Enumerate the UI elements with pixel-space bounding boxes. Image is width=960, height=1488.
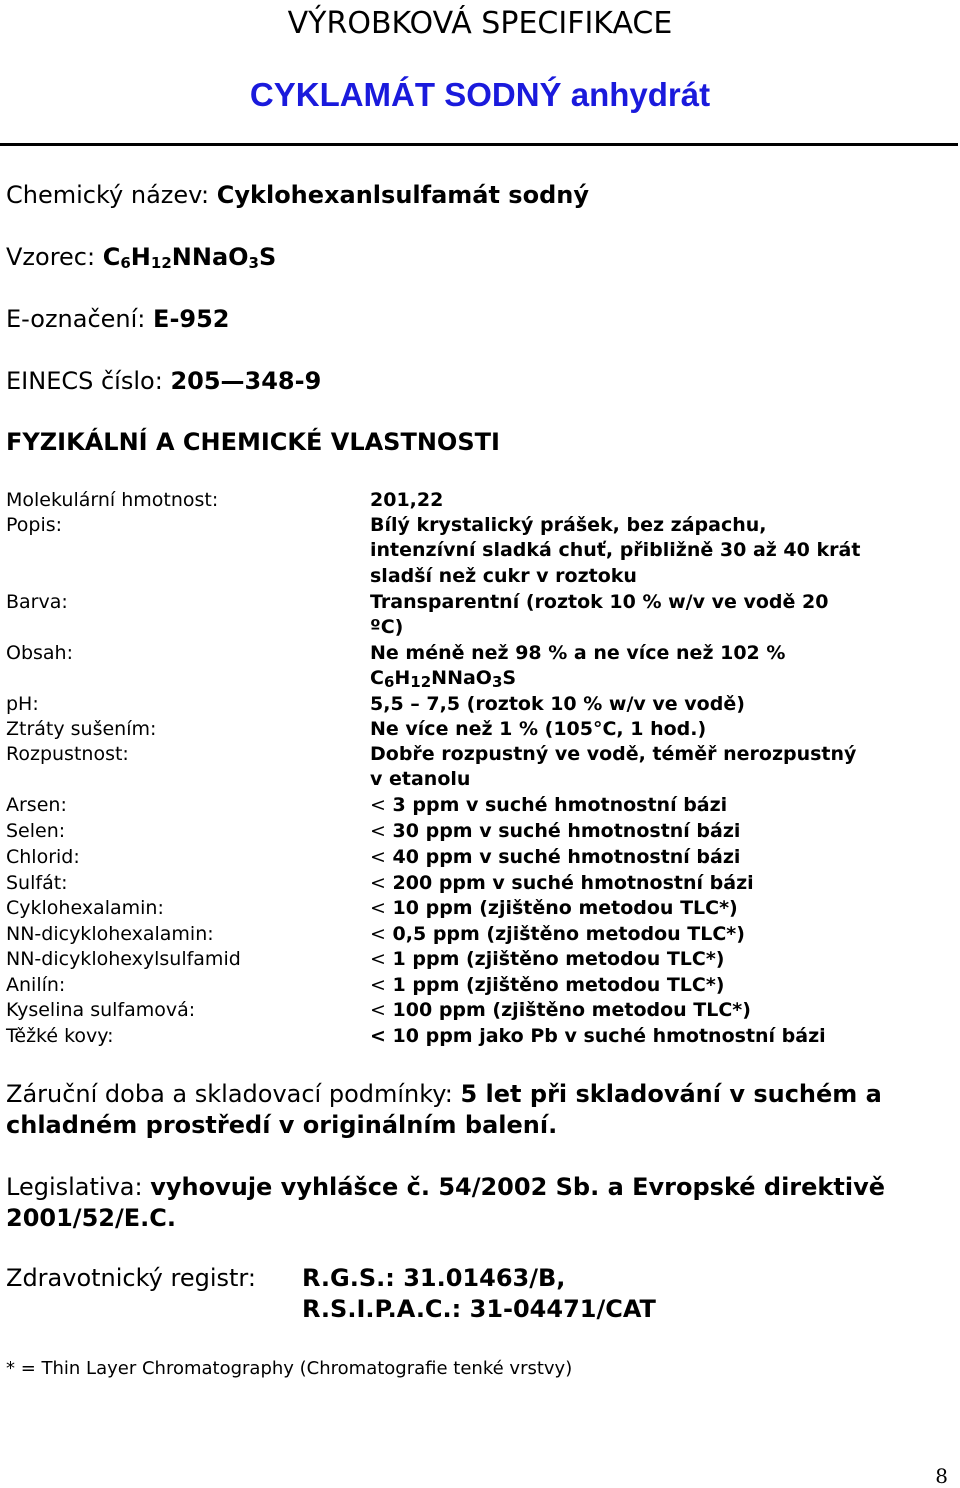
e-code-value: E-952 <box>153 305 230 333</box>
shelf-life-value-2: chladném prostředí v originálním balení. <box>6 1111 558 1139</box>
solubility-label: Rozpustnost: <box>6 743 129 765</box>
shelf-life-value-1: 5 let při skladování v suchém a <box>460 1080 882 1108</box>
chemical-name-value: Cyklohexanlsulfamát sodný <box>216 181 589 209</box>
e-code-row <box>6 305 230 333</box>
footnote: * = Thin Layer Chromatography (Chromatografie tenké vrstvy) <box>6 1358 573 1379</box>
chlorid-label: Chlorid: <box>6 846 80 868</box>
health-register-value-2: R.S.I.P.A.C.: 31-04471/CAT <box>302 1295 656 1323</box>
molar-mass-label: Molekulární hmotnost: <box>6 489 219 511</box>
drying-loss-value: Ne více než 1 % (105°C, 1 hod.) <box>370 718 707 740</box>
formula-label: Vzorec: <box>6 243 96 271</box>
header-divider <box>0 143 958 146</box>
arsen-label: Arsen: <box>6 794 67 816</box>
formula-row <box>6 243 276 271</box>
document-type: VÝROBKOVÁ SPECIFIKACE <box>287 6 673 41</box>
einecs-row <box>6 367 321 395</box>
color-label: Barva: <box>6 591 68 613</box>
chemical-name-label: Chemický název: <box>6 181 210 209</box>
content-formula: $C_6H_{12}NNaO_3S$ <box>370 667 517 691</box>
dicyklohexalamin-label: NN-dicyklohexalamin: <box>6 923 214 945</box>
anilin-label: Anilín: <box>6 974 66 996</box>
sulfamic-acid-label: Kyselina sulfamová: <box>6 999 196 1021</box>
anilin-value: < 1 ppm (zjištěno metodou TLC*) <box>370 974 725 996</box>
molar-mass-value: 201,22 <box>370 489 444 511</box>
heavy-metals-label: Těžké kovy: <box>6 1025 114 1047</box>
health-register-value-1: R.G.S.: 31.01463/B, <box>302 1264 566 1292</box>
shelf-life-row <box>6 1080 882 1108</box>
sulfat-label: Sulfát: <box>6 872 68 894</box>
solubility-line-2: v etanolu <box>370 768 471 790</box>
legislation-label: Legislativa: <box>6 1173 143 1201</box>
chlorid-value: < 40 ppm v suché hmotnostní bázi <box>370 846 741 868</box>
color-line-1: Transparentní (roztok 10 % w/v ve vodě 20 <box>370 591 829 613</box>
ph-label: pH: <box>6 693 39 715</box>
solubility-line-1: Dobře rozpustný ve vodě, téměř nerozpustný <box>370 743 857 765</box>
selen-label: Selen: <box>6 820 66 842</box>
content-line-1: Ne méně než 98 % a ne více než 102 % <box>370 642 786 664</box>
ph-value: 5,5 – 7,5 (roztok 10 % w/v ve vodě) <box>370 693 745 715</box>
einecs-label: EINECS číslo: <box>6 367 163 395</box>
health-register-label: Zdravotnický registr: <box>6 1264 256 1292</box>
section-title: FYZIKÁLNÍ A CHEMICKÉ VLASTNOSTI <box>6 428 500 456</box>
dicyklohexylsulfamid-label: NN-dicyklohexylsulfamid <box>6 948 241 970</box>
description-line-2: intenzívní sladká chuť, přibližně 30 až 40 krát <box>370 539 861 561</box>
formula-value: $C_6H_{12}NNaO_3S$ <box>102 243 277 272</box>
drying-loss-label: Ztráty sušením: <box>6 718 157 740</box>
color-line-2: ºC) <box>370 616 404 638</box>
product-title: CYKLAMÁT SODNÝ anhydrát <box>249 76 711 113</box>
legislation-value-2: 2001/52/E.C. <box>6 1204 176 1232</box>
dicyklohexalamin-value: < 0,5 ppm (zjištěno metodou TLC*) <box>370 923 745 945</box>
shelf-life-label: Záruční doba a skladovací podmínky: <box>6 1080 453 1108</box>
legislation-value-1: vyhovuje vyhlášce č. 54/2002 Sb. a Evropské direktivě <box>150 1173 885 1201</box>
arsen-value: < 3 ppm v suché hmotnostní bázi <box>370 794 728 816</box>
cyklohexalamin-value: < 10 ppm (zjištěno metodou TLC*) <box>370 897 738 919</box>
sulfamic-acid-value: < 100 ppm (zjištěno metodou TLC*) <box>370 999 751 1021</box>
heavy-metals-value: < 10 ppm jako Pb v suché hmotnostní bázi <box>370 1025 826 1047</box>
page-number: 8 <box>935 1464 948 1488</box>
e-code-label: E-označení: <box>6 305 146 333</box>
content-label: Obsah: <box>6 642 74 664</box>
selen-value: < 30 ppm v suché hmotnostní bázi <box>370 820 741 842</box>
einecs-value: 205—348-9 <box>170 367 322 395</box>
legislation-row <box>6 1173 885 1201</box>
description-line-1: Bílý krystalický prášek, bez zápachu, <box>370 514 767 536</box>
chemical-name-row <box>6 181 589 209</box>
sulfat-value: < 200 ppm v suché hmotnostní bázi <box>370 872 754 894</box>
dicyklohexylsulfamid-value: < 1 ppm (zjištěno metodou TLC*) <box>370 948 725 970</box>
cyklohexalamin-label: Cyklohexalamin: <box>6 897 164 919</box>
description-label: Popis: <box>6 514 63 536</box>
description-line-3: sladší než cukr v roztoku <box>370 565 637 587</box>
